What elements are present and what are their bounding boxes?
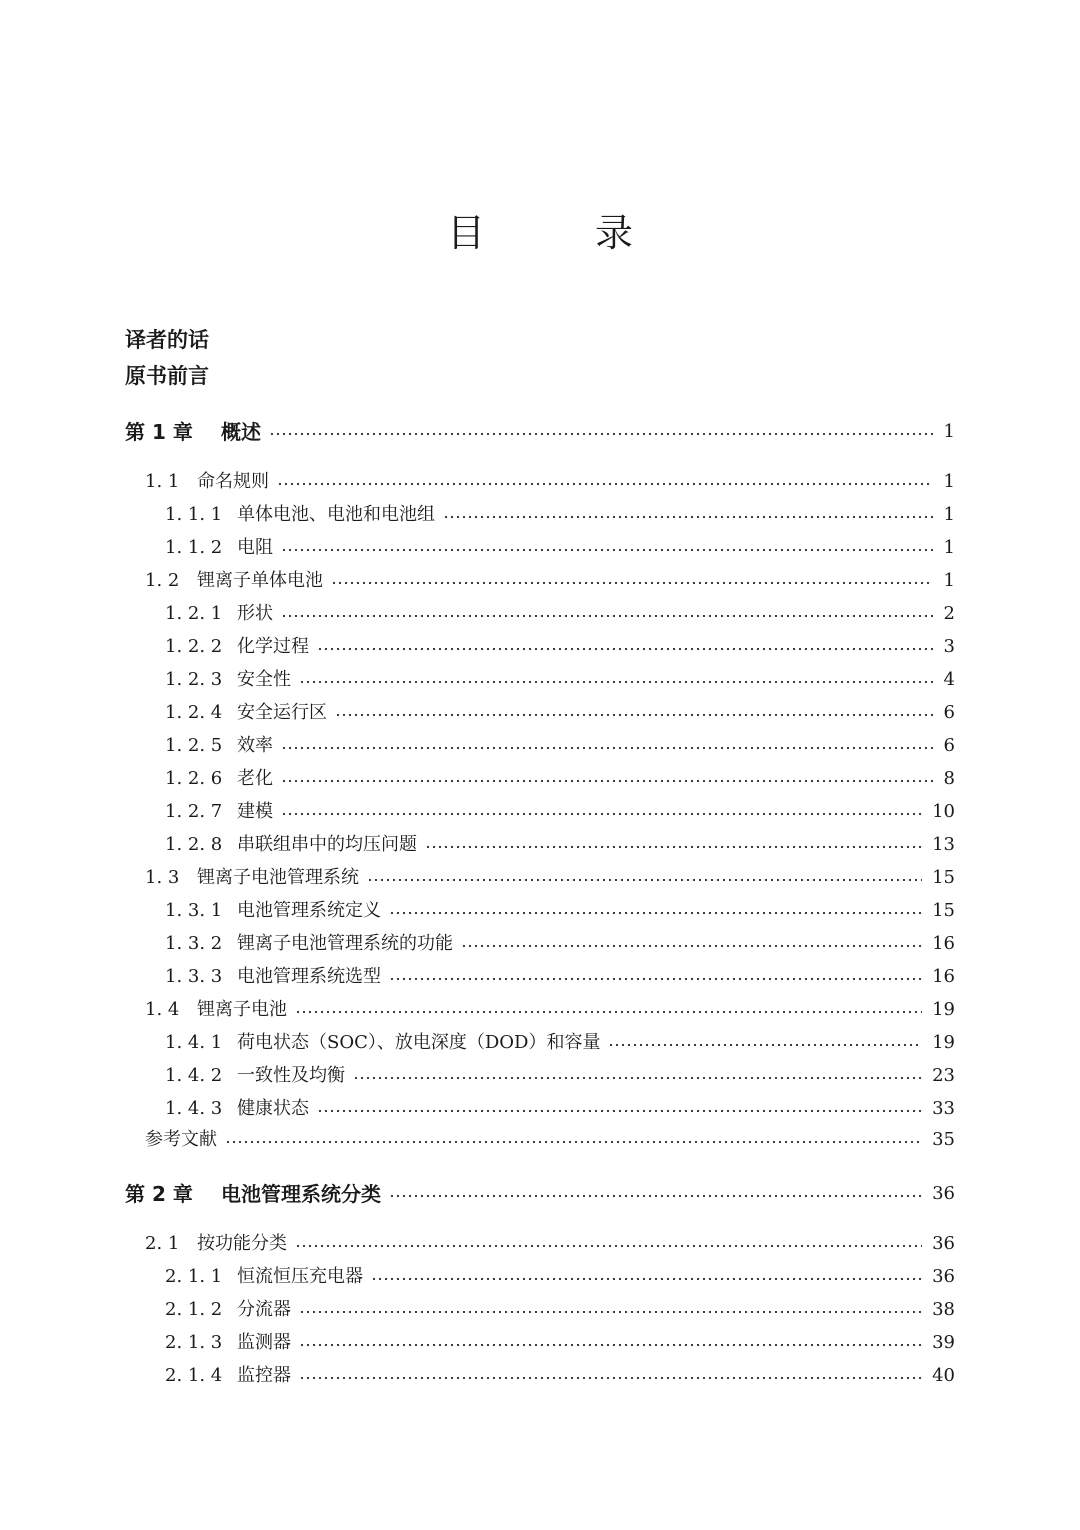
toc-entry-label: 电池管理系统选型 bbox=[237, 966, 381, 987]
toc-entry-label: 电阻 bbox=[237, 537, 273, 558]
toc-entry[interactable] bbox=[145, 995, 955, 1025]
toc-entry-label: 荷电状态（SOC）、放电深度（DOD）和容量 bbox=[237, 1032, 601, 1053]
toc-entry[interactable] bbox=[145, 1125, 955, 1155]
toc-entry[interactable] bbox=[165, 599, 955, 629]
toc-entry-page-number: 2 bbox=[943, 603, 955, 624]
toc-entry-page-number: 39 bbox=[932, 1332, 955, 1353]
toc-entry-page-number: 1 bbox=[943, 570, 955, 591]
toc-entry-label: 安全性 bbox=[237, 669, 291, 690]
toc-entry-number: 1. 1. 2 bbox=[165, 537, 223, 558]
toc-entry-label: 安全运行区 bbox=[237, 702, 327, 723]
toc-entry[interactable] bbox=[165, 797, 955, 827]
toc-entry[interactable] bbox=[165, 764, 955, 794]
toc-entry-label: 分流器 bbox=[237, 1299, 291, 1320]
toc-entry-label: 电池管理系统定义 bbox=[237, 900, 381, 921]
dot-leader bbox=[425, 845, 922, 849]
toc-entry-number: 1. 2. 6 bbox=[165, 768, 223, 789]
toc-entry[interactable] bbox=[165, 1028, 955, 1058]
toc-entry-label: 锂离子电池管理系统的功能 bbox=[237, 933, 453, 954]
toc-entry-number: 1. 2. 3 bbox=[165, 669, 223, 690]
toc-entry-number: 1. 3. 1 bbox=[165, 900, 223, 921]
toc-entry-page-number: 15 bbox=[932, 900, 955, 921]
dot-leader bbox=[367, 878, 922, 882]
toc-entry-page-number: 16 bbox=[932, 933, 955, 954]
toc-entry[interactable] bbox=[165, 1094, 955, 1124]
toc-entry-number: 1. 1. 1 bbox=[165, 504, 223, 525]
front-matter-translator-note: 译者的话 bbox=[125, 328, 209, 352]
toc-entry-label: 锂离子单体电池 bbox=[197, 570, 323, 591]
dot-leader bbox=[317, 1109, 922, 1113]
toc-entry-number: 1. 3 bbox=[145, 867, 180, 888]
toc-entry-page-number: 1 bbox=[943, 537, 955, 558]
toc-chapter-entry[interactable] bbox=[125, 1179, 955, 1209]
dot-leader bbox=[299, 1343, 922, 1347]
dot-leader bbox=[353, 1076, 922, 1080]
toc-entry[interactable] bbox=[165, 632, 955, 662]
toc-entry-page-number: 4 bbox=[943, 669, 955, 690]
dot-leader bbox=[389, 977, 922, 981]
toc-entry-page-number: 3 bbox=[943, 636, 955, 657]
toc-entry[interactable] bbox=[165, 665, 955, 695]
toc-entry-number: 第 1 章 bbox=[125, 420, 193, 444]
toc-entry[interactable] bbox=[145, 566, 955, 596]
toc-entry-number: 2. 1 bbox=[145, 1233, 180, 1254]
dot-leader bbox=[608, 1043, 922, 1047]
title-char-2: 录 bbox=[595, 211, 634, 255]
toc-entry-label: 效率 bbox=[237, 735, 273, 756]
toc-entry-label: 监控器 bbox=[237, 1365, 291, 1386]
dot-leader bbox=[443, 515, 933, 519]
toc-entry-number: 2. 1. 1 bbox=[165, 1266, 223, 1287]
dot-leader bbox=[461, 944, 922, 948]
toc-entry-page-number: 38 bbox=[932, 1299, 955, 1320]
toc-entry-label: 参考文献 bbox=[145, 1129, 217, 1150]
toc-entry-page-number: 8 bbox=[943, 768, 955, 789]
toc-entry-number: 1. 4. 3 bbox=[165, 1098, 223, 1119]
toc-entry-number: 1. 2. 5 bbox=[165, 735, 223, 756]
dot-leader bbox=[277, 482, 933, 486]
dot-leader bbox=[281, 548, 933, 552]
toc-entry-label: 恒流恒压充电器 bbox=[237, 1266, 363, 1287]
dot-leader bbox=[331, 581, 933, 585]
toc-entry-page-number: 40 bbox=[932, 1365, 955, 1386]
dot-leader bbox=[225, 1140, 922, 1144]
toc-entry-label: 健康状态 bbox=[237, 1098, 309, 1119]
toc-entry-page-number: 36 bbox=[932, 1233, 955, 1254]
toc-entry-label: 锂离子电池 bbox=[197, 999, 287, 1020]
toc-entry[interactable] bbox=[165, 1295, 955, 1325]
toc-entry-page-number: 19 bbox=[932, 999, 955, 1020]
toc-entry-number: 1. 2 bbox=[145, 570, 180, 591]
toc-entry-number: 1. 3. 2 bbox=[165, 933, 223, 954]
toc-entry-page-number: 35 bbox=[932, 1129, 955, 1150]
toc-entry-label: 监测器 bbox=[237, 1332, 291, 1353]
toc-entry-page-number: 36 bbox=[932, 1266, 955, 1287]
toc-entry-number: 1. 4 bbox=[145, 999, 180, 1020]
page-title bbox=[0, 205, 1080, 261]
toc-entry[interactable] bbox=[165, 1328, 955, 1358]
toc-entry-number: 2. 1. 4 bbox=[165, 1365, 223, 1386]
dot-leader bbox=[335, 713, 933, 717]
toc-entry-label: 单体电池、电池和电池组 bbox=[237, 504, 435, 525]
toc-entry[interactable] bbox=[165, 1361, 955, 1391]
toc-entry-number: 1. 2. 7 bbox=[165, 801, 223, 822]
toc-entry-label: 概述 bbox=[221, 420, 261, 444]
toc-entry[interactable] bbox=[165, 1262, 955, 1292]
dot-leader bbox=[281, 779, 933, 783]
dot-leader bbox=[299, 1376, 922, 1380]
toc-entry-number: 1. 4. 1 bbox=[165, 1032, 223, 1053]
dot-leader bbox=[295, 1244, 922, 1248]
toc-entry[interactable] bbox=[165, 830, 955, 860]
title-char-1: 目 bbox=[446, 211, 485, 255]
dot-leader bbox=[371, 1277, 922, 1281]
toc-entry-label: 建模 bbox=[237, 801, 273, 822]
dot-leader bbox=[299, 680, 933, 684]
toc-entry[interactable] bbox=[165, 1061, 955, 1091]
toc-entry-number: 1. 4. 2 bbox=[165, 1065, 223, 1086]
toc-entry-page-number: 23 bbox=[932, 1065, 955, 1086]
toc-entry-label: 形状 bbox=[237, 603, 273, 624]
toc-entry-page-number: 1 bbox=[943, 471, 955, 492]
toc-entry-page-number: 10 bbox=[932, 801, 955, 822]
toc-entry[interactable] bbox=[145, 863, 955, 893]
toc-entry-page-number: 6 bbox=[943, 735, 955, 756]
toc-entry[interactable] bbox=[165, 533, 955, 563]
toc-entry[interactable] bbox=[165, 896, 955, 926]
toc-entry-page-number: 6 bbox=[943, 702, 955, 723]
toc-entry-label: 串联组串中的均压问题 bbox=[237, 834, 417, 855]
dot-leader bbox=[269, 432, 933, 436]
toc-entry-page-number: 33 bbox=[932, 1098, 955, 1119]
toc-entry[interactable] bbox=[165, 962, 955, 992]
dot-leader bbox=[295, 1010, 922, 1014]
toc-entry-number: 第 2 章 bbox=[125, 1182, 193, 1206]
toc-entry-label: 命名规则 bbox=[197, 471, 269, 492]
toc-entry[interactable] bbox=[165, 698, 955, 728]
toc-entry-number: 1. 3. 3 bbox=[165, 966, 223, 987]
toc-entry-number: 1. 2. 4 bbox=[165, 702, 223, 723]
toc-entry-page-number: 36 bbox=[932, 1183, 955, 1204]
toc-entry-number: 1. 1 bbox=[145, 471, 180, 492]
dot-leader bbox=[317, 647, 933, 651]
toc-entry-label: 一致性及均衡 bbox=[237, 1065, 345, 1086]
dot-leader bbox=[281, 746, 933, 750]
toc-entry-page-number: 16 bbox=[932, 966, 955, 987]
toc-entry-page-number: 1 bbox=[943, 504, 955, 525]
toc-entry-page-number: 13 bbox=[932, 834, 955, 855]
toc-entry-page-number: 19 bbox=[932, 1032, 955, 1053]
toc-entry-number: 2. 1. 3 bbox=[165, 1332, 223, 1353]
toc-entry[interactable] bbox=[145, 1229, 955, 1259]
toc-entry[interactable] bbox=[165, 731, 955, 761]
toc-entry-page-number: 15 bbox=[932, 867, 955, 888]
toc-entry-label: 电池管理系统分类 bbox=[221, 1182, 381, 1206]
toc-entry-number: 2. 1. 2 bbox=[165, 1299, 223, 1320]
dot-leader bbox=[281, 812, 922, 816]
toc-entry-label: 化学过程 bbox=[237, 636, 309, 657]
toc-entry-page-number: 1 bbox=[943, 421, 955, 442]
toc-chapter-entry[interactable] bbox=[125, 417, 955, 447]
toc-entry[interactable] bbox=[165, 500, 955, 530]
front-matter-preface: 原书前言 bbox=[125, 364, 209, 388]
toc-entry[interactable] bbox=[145, 467, 955, 497]
toc-entry-label: 按功能分类 bbox=[197, 1233, 287, 1254]
toc-entry-number: 1. 2. 2 bbox=[165, 636, 223, 657]
dot-leader bbox=[389, 911, 922, 915]
toc-entry-number: 1. 2. 8 bbox=[165, 834, 223, 855]
dot-leader bbox=[389, 1194, 922, 1198]
toc-entry-label: 老化 bbox=[237, 768, 273, 789]
dot-leader bbox=[281, 614, 933, 618]
dot-leader bbox=[299, 1310, 922, 1314]
toc-entry-label: 锂离子电池管理系统 bbox=[197, 867, 359, 888]
toc-entry-number: 1. 2. 1 bbox=[165, 603, 223, 624]
toc-entry[interactable] bbox=[165, 929, 955, 959]
